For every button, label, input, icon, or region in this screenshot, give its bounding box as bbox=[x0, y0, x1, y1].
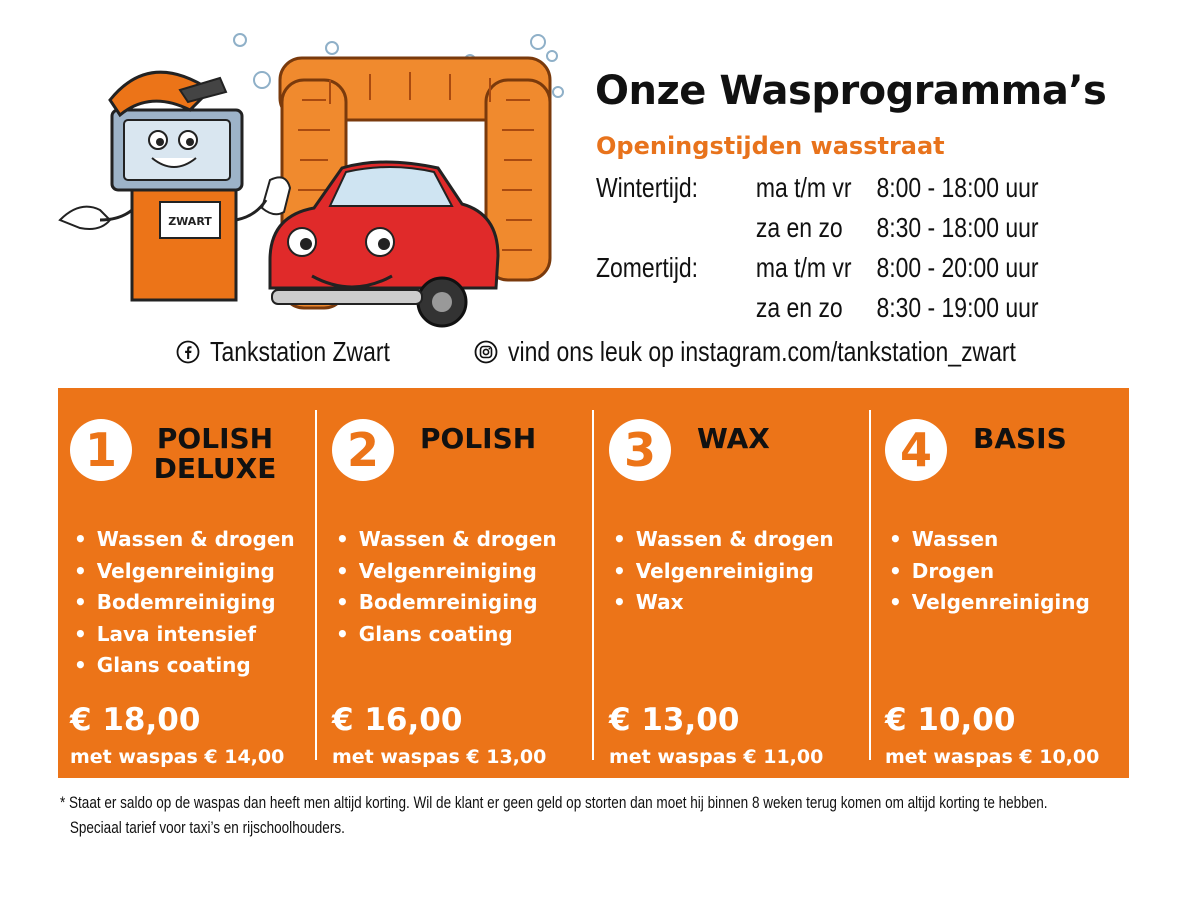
program-waspas-price: met waspas € 14,00 bbox=[70, 746, 285, 768]
program-number: 1 bbox=[70, 419, 132, 481]
programs-panel bbox=[58, 388, 1129, 778]
program-name-line1: WAX bbox=[697, 422, 770, 455]
program-price: € 10,00 bbox=[885, 702, 1016, 738]
days-label: za en zo bbox=[755, 212, 843, 243]
hours-row bbox=[596, 172, 1039, 212]
feature-item: • Wassen bbox=[889, 524, 1090, 556]
footnote-line1: * Staat er saldo op de waspas dan heeft men altijd korting. Wil de klant er geen geld op storten dan moet hij binnen 8 weken terug komen om altijd korting te hebben. bbox=[60, 794, 1048, 812]
opening-hours-table bbox=[596, 172, 1066, 332]
pump-mascot bbox=[60, 72, 290, 300]
opening-hours-title: Openingstijden wasstraat bbox=[596, 132, 945, 160]
season-label: Wintertijd: bbox=[596, 172, 699, 203]
program-name bbox=[140, 424, 290, 484]
feature-item: • Glans coating bbox=[336, 619, 557, 651]
program-features bbox=[74, 524, 295, 682]
facebook-text: Tankstation Zwart bbox=[210, 336, 390, 367]
program-waspas-price: met waspas € 11,00 bbox=[609, 746, 824, 768]
feature-item: • Wassen & drogen bbox=[613, 524, 834, 556]
instagram-icon bbox=[474, 340, 498, 364]
program-waspas-price: met waspas € 13,00 bbox=[332, 746, 547, 768]
facebook-link[interactable] bbox=[176, 336, 429, 368]
feature-item: • Wassen & drogen bbox=[336, 524, 557, 556]
feature-item: • Velgenreiniging bbox=[74, 556, 295, 588]
program-card-wax bbox=[597, 388, 864, 778]
program-number: 3 bbox=[609, 419, 671, 481]
feature-item: • Wax bbox=[613, 587, 834, 619]
days-label: ma t/m vr bbox=[755, 252, 852, 283]
feature-item: • Bodemreiniging bbox=[74, 587, 295, 619]
program-price: € 13,00 bbox=[609, 702, 740, 738]
time-range: 8:30 - 18:00 uur bbox=[876, 212, 1039, 243]
feature-item: • Velgenreiniging bbox=[889, 587, 1090, 619]
program-name-line1: BASIS bbox=[973, 422, 1067, 455]
feature-item: • Wassen & drogen bbox=[74, 524, 295, 556]
program-name-line1: POLISH bbox=[420, 422, 537, 455]
facebook-icon bbox=[176, 340, 200, 364]
program-name bbox=[420, 424, 536, 454]
program-price: € 18,00 bbox=[70, 702, 201, 738]
pump-brand-label: ZWART bbox=[168, 215, 212, 228]
feature-item: • Velgenreiniging bbox=[613, 556, 834, 588]
days-label: za en zo bbox=[755, 292, 843, 323]
program-features bbox=[613, 524, 834, 619]
program-card-basis bbox=[873, 388, 1140, 778]
feature-item: • Glans coating bbox=[74, 650, 295, 682]
days-label: ma t/m vr bbox=[755, 172, 852, 203]
feature-item: • Lava intensief bbox=[74, 619, 295, 651]
feature-item: • Velgenreiniging bbox=[336, 556, 557, 588]
season-label: Zomertijd: bbox=[596, 252, 699, 283]
time-range: 8:00 - 18:00 uur bbox=[876, 172, 1039, 203]
program-name-line1: POLISH bbox=[156, 422, 274, 455]
hours-row bbox=[596, 252, 1039, 292]
hours-row bbox=[596, 292, 1039, 332]
footnote bbox=[60, 791, 1200, 841]
time-range: 8:00 - 20:00 uur bbox=[876, 252, 1039, 283]
column-divider bbox=[869, 410, 871, 760]
program-waspas-price: met waspas € 10,00 bbox=[885, 746, 1100, 768]
program-number: 4 bbox=[885, 419, 947, 481]
car-wash-illustration bbox=[40, 20, 580, 330]
program-number: 2 bbox=[332, 419, 394, 481]
program-name-line2: DELUXE bbox=[153, 452, 277, 485]
instagram-link[interactable] bbox=[474, 336, 1127, 368]
program-name bbox=[697, 424, 770, 454]
program-card-polish-deluxe bbox=[58, 388, 325, 778]
footnote-line2: Speciaal tarief voor taxi’s en rijschoolhouders. bbox=[69, 819, 345, 837]
program-card-polish bbox=[320, 388, 587, 778]
instagram-text: vind ons leuk op instagram.com/tankstation_zwart bbox=[508, 336, 1016, 367]
feature-item: • Bodemreiniging bbox=[336, 587, 557, 619]
hours-row bbox=[596, 212, 1039, 252]
program-price: € 16,00 bbox=[332, 702, 463, 738]
program-features bbox=[336, 524, 557, 650]
time-range: 8:30 - 19:00 uur bbox=[876, 292, 1039, 323]
program-features bbox=[889, 524, 1090, 619]
column-divider bbox=[592, 410, 594, 760]
column-divider bbox=[315, 410, 317, 760]
program-name bbox=[973, 424, 1067, 454]
page-title: Onze Wasprogramma’s bbox=[595, 68, 1107, 114]
feature-item: • Drogen bbox=[889, 556, 1090, 588]
